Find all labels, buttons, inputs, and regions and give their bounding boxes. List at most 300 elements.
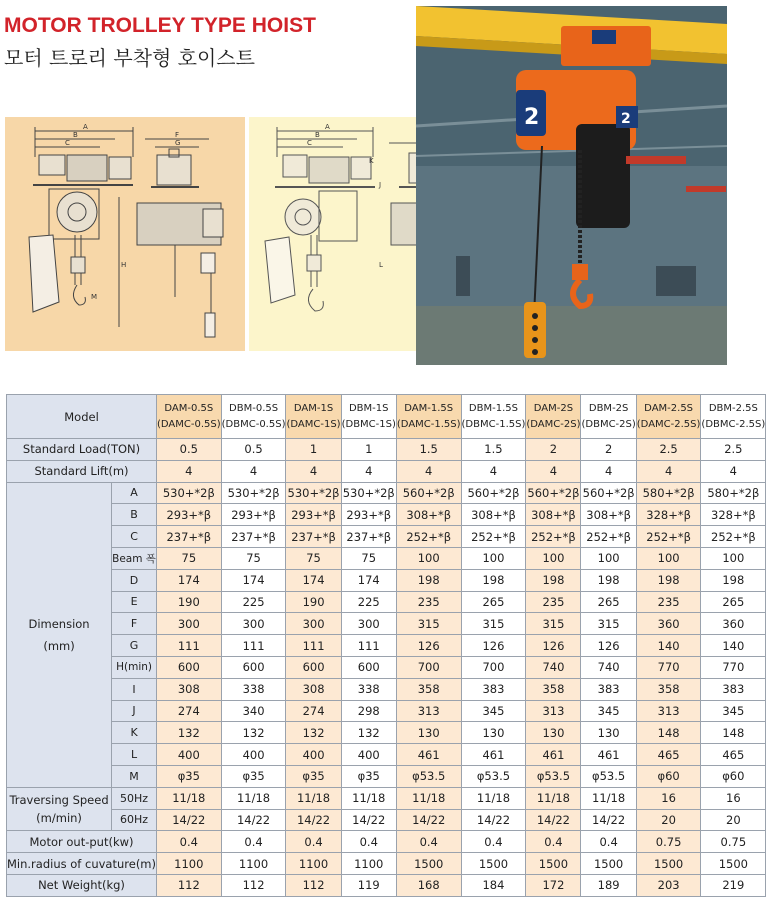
spec-cell: 174 [341, 569, 396, 591]
spec-cell: 1500 [581, 853, 636, 875]
traversing-row [7, 787, 766, 809]
dim-label-a-b: A [325, 123, 330, 131]
spec-cell: 328+*β [701, 504, 766, 526]
spec-cell: 198 [701, 569, 766, 591]
spec-cell: 100 [581, 547, 636, 569]
min-radius-label: Min.radius of cuvature(m) [7, 853, 157, 875]
spec-cell: 560+*2β [526, 482, 581, 504]
spec-cell: 75 [341, 547, 396, 569]
traversing-row [7, 809, 766, 831]
spec-cell: φ60 [636, 765, 701, 787]
spec-cell: 293+*β [221, 504, 286, 526]
spec-cell: 400 [286, 744, 341, 766]
spec-cell: 100 [396, 547, 461, 569]
dim-label-f: F [175, 131, 180, 139]
dimension-row [7, 722, 766, 744]
spec-cell: 132 [221, 722, 286, 744]
model-code: (DBMC-1.5S) [461, 418, 526, 430]
spec-cell: 308 [157, 678, 222, 700]
spec-cell: 252+*β [701, 526, 766, 548]
spec-cell: 132 [286, 722, 341, 744]
dimension-row [7, 765, 766, 787]
spec-cell: 580+*2β [636, 482, 701, 504]
spec-cell: 252+*β [461, 526, 526, 548]
model-column-header [636, 395, 701, 439]
dim-label-h: H [121, 261, 127, 269]
model-code: (DAMC-1.5S) [396, 418, 461, 430]
spec-cell: 360 [701, 613, 766, 635]
spec-cell: 315 [396, 613, 461, 635]
spec-cell: 461 [581, 744, 636, 766]
spec-cell: 0.4 [526, 831, 581, 853]
spec-cell: 0.5 [157, 439, 222, 461]
traversing-label-line1: Traversing Speed [9, 793, 109, 808]
spec-cell: 383 [461, 678, 526, 700]
spec-cell: 1 [286, 439, 341, 461]
dimension-row [7, 547, 766, 569]
standard-load-label: Standard Load(TON) [7, 439, 157, 461]
spec-cell: 465 [636, 744, 701, 766]
spec-cell: φ53.5 [461, 765, 526, 787]
spec-cell: 0.4 [221, 831, 286, 853]
frequency-key: 50Hz [112, 787, 157, 809]
dimension-row [7, 613, 766, 635]
spec-cell: 4 [221, 460, 286, 482]
spec-cell: 308+*β [461, 504, 526, 526]
model-column-header [396, 395, 461, 439]
spec-cell: 383 [581, 678, 636, 700]
spec-cell: 2 [526, 439, 581, 461]
spec-cell: 0.4 [396, 831, 461, 853]
model-code: (DBMC-1S) [341, 418, 396, 430]
spec-cell: 14/22 [581, 809, 636, 831]
spec-cell: 700 [461, 656, 526, 678]
spec-cell: φ35 [157, 765, 222, 787]
spec-cell: 14/22 [396, 809, 461, 831]
spec-cell: 16 [636, 787, 701, 809]
dim-label-b-b: B [315, 131, 320, 139]
spec-cell: φ35 [341, 765, 396, 787]
spec-cell: 0.75 [636, 831, 701, 853]
spec-cell: 400 [157, 744, 222, 766]
spec-cell: 184 [461, 874, 526, 896]
spec-cell: 1100 [341, 853, 396, 875]
spec-cell: 600 [221, 656, 286, 678]
spec-cell: φ53.5 [581, 765, 636, 787]
model-code: (DAMC-0.5S) [157, 418, 221, 430]
spec-cell: 132 [157, 722, 222, 744]
spec-cell: 530+*2β [341, 482, 396, 504]
spec-cell: 530+*2β [286, 482, 341, 504]
spec-cell: 252+*β [526, 526, 581, 548]
spec-cell: 112 [286, 874, 341, 896]
dimension-key: J [112, 700, 157, 722]
spec-cell: 237+*β [286, 526, 341, 548]
spec-cell: 740 [581, 656, 636, 678]
spec-cell: 111 [157, 635, 222, 657]
spec-cell: 100 [636, 547, 701, 569]
spec-cell: 237+*β [221, 526, 286, 548]
spec-cell: 265 [461, 591, 526, 613]
model-name: DAM-2.5S [644, 402, 694, 414]
dimension-key: M [112, 765, 157, 787]
dim-label-b: B [73, 131, 78, 139]
spec-cell: 0.5 [221, 439, 286, 461]
spec-cell: 130 [396, 722, 461, 744]
spec-cell: 16 [701, 787, 766, 809]
dimension-key: K [112, 722, 157, 744]
model-name: DBM-2S [588, 402, 629, 414]
model-column-header [581, 395, 636, 439]
spec-cell: 700 [396, 656, 461, 678]
spec-cell: 315 [581, 613, 636, 635]
spec-cell: 4 [701, 460, 766, 482]
dimension-row [7, 526, 766, 548]
spec-cell: 340 [221, 700, 286, 722]
dimension-key: F [112, 613, 157, 635]
model-code: (DAMC-2.5S) [636, 418, 701, 430]
spec-cell: 345 [701, 700, 766, 722]
spec-cell: 1500 [701, 853, 766, 875]
spec-cell: 4 [461, 460, 526, 482]
spec-cell: 235 [636, 591, 701, 613]
dimension-key: B [112, 504, 157, 526]
spec-cell: 174 [286, 569, 341, 591]
dim-label-j-b: J [379, 181, 382, 189]
dim-label-l-b: L [379, 261, 383, 269]
hoist-capacity-tag: 2 [621, 111, 631, 127]
spec-cell: 11/18 [461, 787, 526, 809]
page-title: MOTOR TROLLEY TYPE HOIST [4, 14, 316, 37]
page-subtitle: 모터 트로리 부착형 호이스트 [4, 46, 255, 70]
spec-cell: 126 [526, 635, 581, 657]
hoist-product-photo [416, 6, 727, 365]
spec-cell: 1100 [221, 853, 286, 875]
model-code: (DBMC-2.5S) [701, 418, 766, 430]
dimension-row [7, 678, 766, 700]
spec-cell: 0.4 [461, 831, 526, 853]
spec-cell: 345 [581, 700, 636, 722]
spec-cell: 112 [221, 874, 286, 896]
net-weight-row [7, 874, 766, 896]
spec-cell: 198 [581, 569, 636, 591]
spec-cell: 75 [286, 547, 341, 569]
traversing-label [7, 787, 112, 831]
spec-cell: 560+*2β [461, 482, 526, 504]
spec-cell: φ53.5 [526, 765, 581, 787]
spec-cell: 126 [461, 635, 526, 657]
model-code: (DBMC-2S) [581, 418, 636, 430]
dimension-label-line2: (mm) [43, 638, 75, 653]
spec-cell: 14/22 [157, 809, 222, 831]
spec-cell: 308+*β [526, 504, 581, 526]
spec-cell: 313 [396, 700, 461, 722]
spec-cell: 11/18 [526, 787, 581, 809]
dimension-label-line1: Dimension [28, 616, 90, 631]
spec-cell: 360 [636, 613, 701, 635]
net-weight-label: Net Weight(kg) [7, 874, 157, 896]
spec-cell: 174 [157, 569, 222, 591]
spec-cell: 172 [526, 874, 581, 896]
model-column-header [461, 395, 526, 439]
spec-cell: 168 [396, 874, 461, 896]
dim-label-c-b: C [307, 139, 312, 147]
spec-cell: 1 [341, 439, 396, 461]
dim-label-m: M [91, 293, 98, 301]
spec-cell: 75 [157, 547, 222, 569]
spec-cell: 190 [157, 591, 222, 613]
spec-cell: 338 [221, 678, 286, 700]
spec-cell: 308+*β [396, 504, 461, 526]
spec-cell: 126 [396, 635, 461, 657]
spec-cell: 11/18 [396, 787, 461, 809]
spec-cell: 530+*2β [221, 482, 286, 504]
spec-cell: 740 [526, 656, 581, 678]
spec-cell: 4 [396, 460, 461, 482]
dimension-row [7, 744, 766, 766]
spec-cell: 770 [636, 656, 701, 678]
dimension-row [7, 700, 766, 722]
spec-cell: 4 [341, 460, 396, 482]
spec-cell: 140 [636, 635, 701, 657]
spec-cell: 313 [636, 700, 701, 722]
spec-cell: 190 [286, 591, 341, 613]
spec-cell: 252+*β [636, 526, 701, 548]
spec-cell: 461 [396, 744, 461, 766]
spec-cell: 2 [581, 439, 636, 461]
spec-cell: 298 [341, 700, 396, 722]
model-code: (DAMC-2S) [526, 418, 581, 430]
spec-cell: 130 [526, 722, 581, 744]
spec-cell: 1.5 [396, 439, 461, 461]
spec-cell: 4 [581, 460, 636, 482]
spec-cell: 315 [461, 613, 526, 635]
spec-cell: 300 [286, 613, 341, 635]
spec-cell: 11/18 [221, 787, 286, 809]
spec-cell: 0.4 [581, 831, 636, 853]
frequency-key: 60Hz [112, 809, 157, 831]
spec-cell: 580+*2β [701, 482, 766, 504]
spec-cell: 174 [221, 569, 286, 591]
spec-cell: 2.5 [701, 439, 766, 461]
spec-cell: 530+*2β [157, 482, 222, 504]
model-name: DAM-2S [533, 402, 574, 414]
spec-cell: 4 [636, 460, 701, 482]
dimension-row [7, 569, 766, 591]
spec-cell: 235 [396, 591, 461, 613]
spec-cell: 111 [221, 635, 286, 657]
spec-cell: 461 [461, 744, 526, 766]
spec-cell: 358 [396, 678, 461, 700]
min-radius-row [7, 853, 766, 875]
spec-cell: 1500 [526, 853, 581, 875]
spec-cell: 1.5 [461, 439, 526, 461]
spec-cell: 1100 [286, 853, 341, 875]
spec-cell: 11/18 [341, 787, 396, 809]
spec-cell: 1100 [157, 853, 222, 875]
spec-cell: 358 [636, 678, 701, 700]
spec-cell: 293+*β [286, 504, 341, 526]
spec-cell: 100 [526, 547, 581, 569]
spec-cell: 237+*β [157, 526, 222, 548]
spec-cell: 383 [701, 678, 766, 700]
spec-cell: φ35 [286, 765, 341, 787]
dimension-key: L [112, 744, 157, 766]
spec-cell: 237+*β [341, 526, 396, 548]
model-column-header [341, 395, 396, 439]
spec-cell: φ53.5 [396, 765, 461, 787]
dim-label-a: A [83, 123, 88, 131]
model-code: (DBMC-0.5S) [221, 418, 286, 430]
spec-cell: 111 [341, 635, 396, 657]
spec-cell: 345 [461, 700, 526, 722]
spec-cell: 293+*β [341, 504, 396, 526]
dim-label-c: C [65, 139, 70, 147]
model-header-row [7, 395, 766, 439]
spec-cell: 265 [581, 591, 636, 613]
spec-cell: 600 [286, 656, 341, 678]
spec-cell: 2.5 [636, 439, 701, 461]
spec-cell: φ60 [701, 765, 766, 787]
spec-cell: 14/22 [221, 809, 286, 831]
spec-cell: 119 [341, 874, 396, 896]
spec-cell: 313 [526, 700, 581, 722]
spec-cell: 300 [157, 613, 222, 635]
model-column-header [221, 395, 286, 439]
spec-cell: 770 [701, 656, 766, 678]
model-column-header [157, 395, 222, 439]
spec-cell: 225 [341, 591, 396, 613]
spec-cell: 252+*β [581, 526, 636, 548]
model-column-header [286, 395, 341, 439]
standard-lift-label: Standard Lift(m) [7, 460, 157, 482]
dim-label-k-b: K [369, 157, 374, 165]
dimension-drawing-dam [5, 117, 245, 351]
model-name: DBM-0.5S [229, 402, 279, 414]
spec-cell: 315 [526, 613, 581, 635]
dimension-row [7, 591, 766, 613]
spec-cell: 100 [461, 547, 526, 569]
spec-cell: 130 [581, 722, 636, 744]
spec-cell: 100 [701, 547, 766, 569]
spec-cell: 465 [701, 744, 766, 766]
motor-output-row [7, 831, 766, 853]
spec-cell: 20 [636, 809, 701, 831]
spec-cell: 20 [701, 809, 766, 831]
spec-cell: 189 [581, 874, 636, 896]
spec-cell: 198 [636, 569, 701, 591]
model-name: DBM-1S [348, 402, 389, 414]
spec-cell: 560+*2β [396, 482, 461, 504]
spec-cell: 4 [526, 460, 581, 482]
spec-cell: 308+*β [581, 504, 636, 526]
spec-cell: 300 [221, 613, 286, 635]
dimension-key: C [112, 526, 157, 548]
spec-cell: 11/18 [157, 787, 222, 809]
spec-cell: 338 [341, 678, 396, 700]
hoist-capacity-number: 2 [524, 105, 540, 130]
spec-cell: 461 [526, 744, 581, 766]
motor-output-label: Motor out-put(kw) [7, 831, 157, 853]
spec-cell: 274 [157, 700, 222, 722]
model-name: DAM-1S [293, 402, 334, 414]
model-name: DAM-1.5S [404, 402, 454, 414]
spec-cell: 274 [286, 700, 341, 722]
spec-cell: 4 [286, 460, 341, 482]
spec-cell: 560+*2β [581, 482, 636, 504]
model-name: DAM-0.5S [164, 402, 214, 414]
dimension-key: A [112, 482, 157, 504]
spec-cell: 252+*β [396, 526, 461, 548]
spec-table [6, 394, 766, 897]
spec-cell: 0.4 [157, 831, 222, 853]
spec-cell: 4 [157, 460, 222, 482]
spec-cell: 265 [701, 591, 766, 613]
spec-cell: 600 [157, 656, 222, 678]
model-code: (DAMC-1S) [286, 418, 341, 430]
model-name: DBM-1.5S [468, 402, 518, 414]
spec-cell: 112 [157, 874, 222, 896]
spec-cell: 225 [221, 591, 286, 613]
spec-cell: 148 [701, 722, 766, 744]
model-label: Model [7, 395, 157, 439]
spec-cell: 140 [701, 635, 766, 657]
spec-cell: 14/22 [461, 809, 526, 831]
dim-label-g: G [175, 139, 181, 147]
spec-cell: 14/22 [286, 809, 341, 831]
spec-cell: 14/22 [341, 809, 396, 831]
spec-cell: 293+*β [157, 504, 222, 526]
dimension-key: H(min) [112, 656, 157, 678]
spec-cell: 198 [526, 569, 581, 591]
spec-cell: 126 [581, 635, 636, 657]
spec-cell: 1500 [461, 853, 526, 875]
spec-cell: 1500 [636, 853, 701, 875]
standard-lift-row [7, 460, 766, 482]
spec-cell: 400 [341, 744, 396, 766]
model-name: DBM-2.5S [708, 402, 758, 414]
model-column-header [701, 395, 766, 439]
model-column-header [526, 395, 581, 439]
spec-cell: 219 [701, 874, 766, 896]
spec-cell: 198 [396, 569, 461, 591]
spec-cell: 308 [286, 678, 341, 700]
dimension-key: I [112, 678, 157, 700]
spec-cell: 0.4 [341, 831, 396, 853]
spec-cell: 111 [286, 635, 341, 657]
dimension-key: Beam 폭 [112, 547, 157, 569]
dimension-row [7, 504, 766, 526]
dimension-key: E [112, 591, 157, 613]
spec-cell: 14/22 [526, 809, 581, 831]
dimension-label [7, 482, 112, 787]
spec-cell: 148 [636, 722, 701, 744]
spec-cell: 235 [526, 591, 581, 613]
spec-cell: 75 [221, 547, 286, 569]
spec-cell: φ35 [221, 765, 286, 787]
spec-cell: 198 [461, 569, 526, 591]
spec-cell: 600 [341, 656, 396, 678]
traversing-label-line2: (m/min) [36, 811, 82, 826]
spec-cell: 11/18 [286, 787, 341, 809]
dimension-key: G [112, 635, 157, 657]
spec-cell: 400 [221, 744, 286, 766]
spec-cell: 328+*β [636, 504, 701, 526]
spec-cell: 203 [636, 874, 701, 896]
spec-cell: 1500 [396, 853, 461, 875]
dimension-row [7, 656, 766, 678]
spec-cell: 358 [526, 678, 581, 700]
